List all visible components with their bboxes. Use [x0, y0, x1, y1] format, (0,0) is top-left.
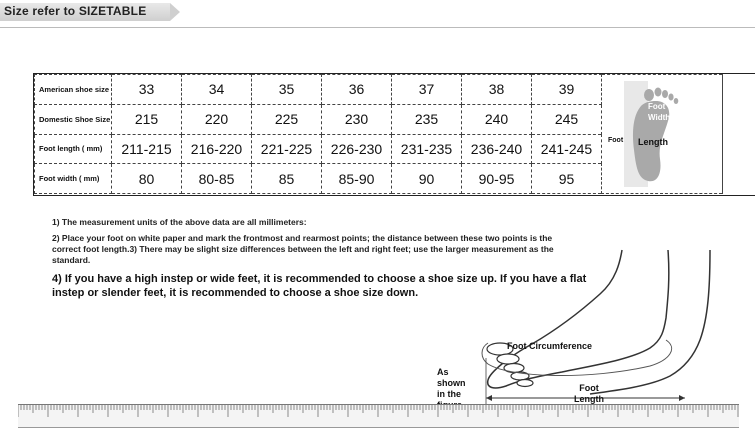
- table-cell: 35: [252, 75, 322, 105]
- table-cell: 235: [392, 104, 462, 134]
- table-cell: 80: [112, 164, 182, 194]
- table-cell: 37: [392, 75, 462, 105]
- table-cell: 90-95: [462, 164, 532, 194]
- table-cell: 34: [182, 75, 252, 105]
- measuring-ruler: [18, 404, 739, 428]
- section-tag: [0, 0, 180, 22]
- table-cell: 240: [462, 104, 532, 134]
- table-cell: 226-230: [322, 134, 392, 164]
- table-cell: 236-240: [462, 134, 532, 164]
- length-label: Length: [638, 137, 668, 147]
- tag-arrow: [170, 3, 180, 21]
- table-cell: 221-225: [252, 134, 322, 164]
- foot-label: Foot: [608, 137, 624, 144]
- table-cell: 38: [462, 75, 532, 105]
- foot-measure-image: [602, 75, 723, 194]
- table-cell: 245: [532, 104, 602, 134]
- svg-text:Width: Width: [648, 113, 671, 122]
- table-cell: 225: [252, 104, 322, 134]
- table-cell: 216-220: [182, 134, 252, 164]
- table-row: [35, 75, 723, 105]
- table-cell: 95: [532, 164, 602, 194]
- table-cell: 241-245: [532, 134, 602, 164]
- row-label: Foot length ( mm): [35, 134, 112, 164]
- row-label: Domestic Shoe Size: [35, 104, 112, 134]
- table-cell: 36: [322, 75, 392, 105]
- ruler-ticks: [18, 405, 739, 427]
- foot-side-illustration: [470, 248, 755, 408]
- table-cell: 230: [322, 104, 392, 134]
- svg-text:Foot: Foot: [648, 102, 666, 111]
- as-shown-label: As shown in the: [437, 367, 466, 399]
- table-cell: 215: [112, 104, 182, 134]
- section-title: Size refer to SIZETABLE: [4, 4, 147, 18]
- table-cell: 85-90: [322, 164, 392, 194]
- table-cell: 33: [112, 75, 182, 105]
- table-cell: 90: [392, 164, 462, 194]
- table-cell: 220: [182, 104, 252, 134]
- size-table: [34, 74, 723, 194]
- row-label: Foot width ( mm): [35, 164, 112, 194]
- header-divider: [0, 27, 755, 28]
- foot-outline-icon: [602, 75, 722, 193]
- table-cell: 80-85: [182, 164, 252, 194]
- note-1: 1) The measurement units of the above data are all millimeters:: [52, 217, 307, 227]
- row-label: American shoe size: [35, 75, 112, 105]
- foot-circumference-label: Foot Circumference: [507, 341, 593, 351]
- table-cell: 39: [532, 75, 602, 105]
- table-cell: 211-215: [112, 134, 182, 164]
- note-4: 4) If you have a high instep or wide feet, it is recommended to choose a shoe size up. If you have a flat instep or slender feet, it is recommended to choose a shoe size down.: [52, 273, 587, 299]
- note-2: 2) Place your foot on white paper and mark the frontmost and rearmost points; the distance between these two points is the correct foot length.3) There may be slight size differences between the left and right feet; use the larger measurement as the standard.: [52, 233, 554, 265]
- table-cell: 231-235: [392, 134, 462, 164]
- foot-length-label: Foot Length: [574, 383, 604, 404]
- table-cell: 85: [252, 164, 322, 194]
